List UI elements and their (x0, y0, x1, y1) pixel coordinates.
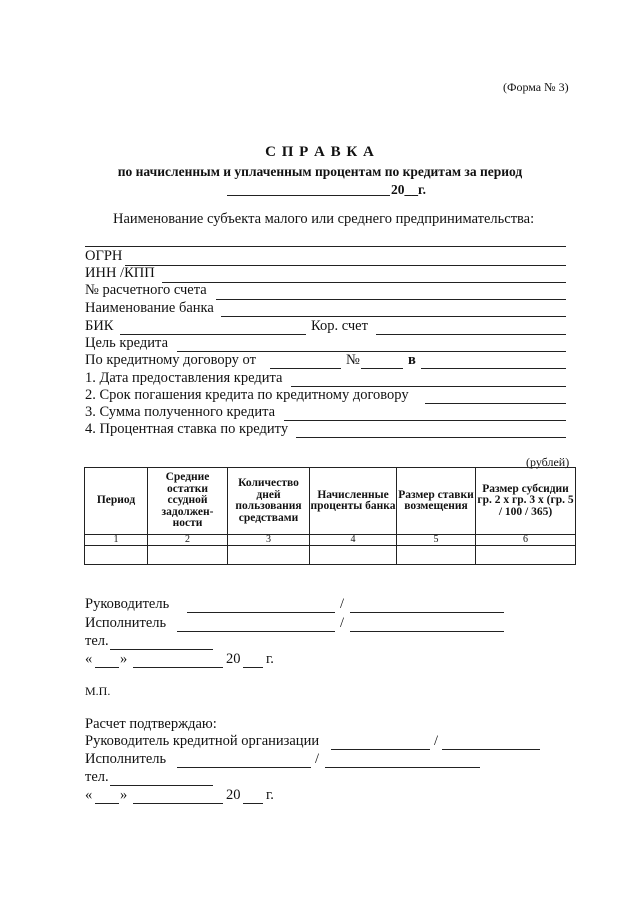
currency-note: (рублей) (526, 455, 570, 469)
document-subtitle: по начисленным и уплаченным процентам по кредитам за период (117, 164, 523, 179)
header-subsidy: Размер субсидии гр. 2 x гр. 3 x (гр. 5 / 100 / 365) (476, 468, 576, 535)
confirm-date-year-prefix: 20 (226, 787, 241, 803)
col-number: 6 (476, 535, 576, 546)
document-title: С П Р А В К А (265, 144, 375, 160)
table-number-row (85, 535, 576, 546)
col-number: 4 (310, 535, 397, 546)
ogrn-line (125, 265, 566, 266)
seal-label: М.П. (85, 684, 111, 698)
executor-label: Исполнитель (85, 615, 167, 631)
col-number: 1 (85, 535, 148, 546)
date-year-line (243, 667, 263, 668)
confirm-head-signature-line (331, 749, 430, 750)
item3-line (284, 420, 566, 421)
confirm-date-open-quote: « (85, 787, 93, 803)
executor-slash: / (340, 615, 345, 631)
confirm-executor-name-line (325, 767, 480, 768)
item3-label: 3. Сумма полученного кредита (85, 404, 276, 420)
date-open-quote: « (85, 651, 93, 667)
bank-name-line (221, 316, 566, 317)
confirm-head-slash: / (434, 733, 439, 749)
table-cell[interactable] (228, 546, 310, 565)
phone-label: тел. (85, 633, 109, 649)
col-number: 5 (397, 535, 476, 546)
kor-account-label: Кор. счет (311, 318, 368, 334)
col-number: 3 (228, 535, 310, 546)
confirm-head-label: Руководитель кредитной организации (85, 733, 320, 749)
confirm-executor-slash: / (315, 751, 320, 767)
head-label: Руководитель (85, 596, 170, 612)
bik-label: БИК (85, 318, 114, 334)
header-period: Период (85, 468, 148, 535)
item1-label: 1. Дата предоставления кредита (85, 370, 283, 386)
confirm-date-day-line (95, 803, 119, 804)
head-signature-line (187, 612, 335, 613)
confirm-label: Расчет подтверждаю: (85, 716, 217, 732)
header-days: Количество дней пользования средствами (228, 468, 310, 535)
table-cell[interactable] (85, 546, 148, 565)
form-number: (Форма № 3) (503, 80, 569, 94)
confirm-date-year-suffix: г. (266, 787, 274, 803)
date-month-line (133, 667, 223, 668)
contract-in-label: в (408, 352, 416, 368)
confirm-phone-line (110, 785, 213, 786)
date-year-suffix: г. (266, 651, 274, 667)
period-line (227, 195, 390, 196)
col-number: 2 (148, 535, 228, 546)
table-cell[interactable] (397, 546, 476, 565)
date-close-quote: » (120, 651, 128, 667)
head-name-line (350, 612, 504, 613)
confirm-date-year-line (243, 803, 263, 804)
subject-label: Наименование субъекта малого или среднего предпринимательства: (113, 211, 535, 227)
header-rate: Размер ставки возмещения (397, 468, 476, 535)
ogrn-label: ОГРН (85, 248, 123, 264)
head-slash: / (340, 596, 345, 612)
subject-name-line (85, 246, 566, 247)
kor-account-line (376, 334, 566, 335)
confirm-executor-label: Исполнитель (85, 751, 167, 767)
table-cell[interactable] (148, 546, 228, 565)
contract-no-label: № (346, 352, 360, 368)
table-cell[interactable] (310, 546, 397, 565)
confirm-date-month-line (133, 803, 223, 804)
executor-name-line (350, 631, 504, 632)
purpose-label: Цель кредита (85, 335, 169, 351)
executor-signature-line (177, 631, 335, 632)
item4-label: 4. Процентная ставка по кредиту (85, 421, 289, 437)
account-label: № расчетного счета (85, 282, 207, 298)
date-year-prefix: 20 (226, 651, 241, 667)
table-cell[interactable] (476, 546, 576, 565)
inn-kpp-line (162, 282, 566, 283)
contract-date-line (270, 368, 341, 369)
confirm-date-close-quote: » (120, 787, 128, 803)
date-day-line (95, 667, 119, 668)
header-interest: Начисленные проценты банка (310, 468, 397, 535)
item4-line (296, 437, 566, 438)
table-row (85, 546, 576, 565)
account-line (216, 299, 566, 300)
bank-name-label: Наименование банка (85, 300, 214, 316)
contract-no-line (361, 368, 403, 369)
item2-line (425, 403, 566, 404)
item2-label: 2. Срок погашения кредита по кредитному договору (85, 387, 409, 403)
confirm-phone-label: тел. (85, 769, 109, 785)
inn-kpp-label: ИНН /КПП (85, 265, 155, 281)
table-header-row (85, 468, 576, 535)
confirm-head-name-line (442, 749, 540, 750)
period-year: 20__г. (391, 182, 426, 197)
confirm-executor-signature-line (177, 767, 311, 768)
contract-bank-line (421, 368, 566, 369)
phone-line (110, 649, 213, 650)
contract-label: По кредитному договору от (85, 352, 256, 368)
subsidy-table (84, 467, 576, 565)
header-avg-balance: Средние остатки ссудной задолжен-ности (148, 468, 228, 535)
